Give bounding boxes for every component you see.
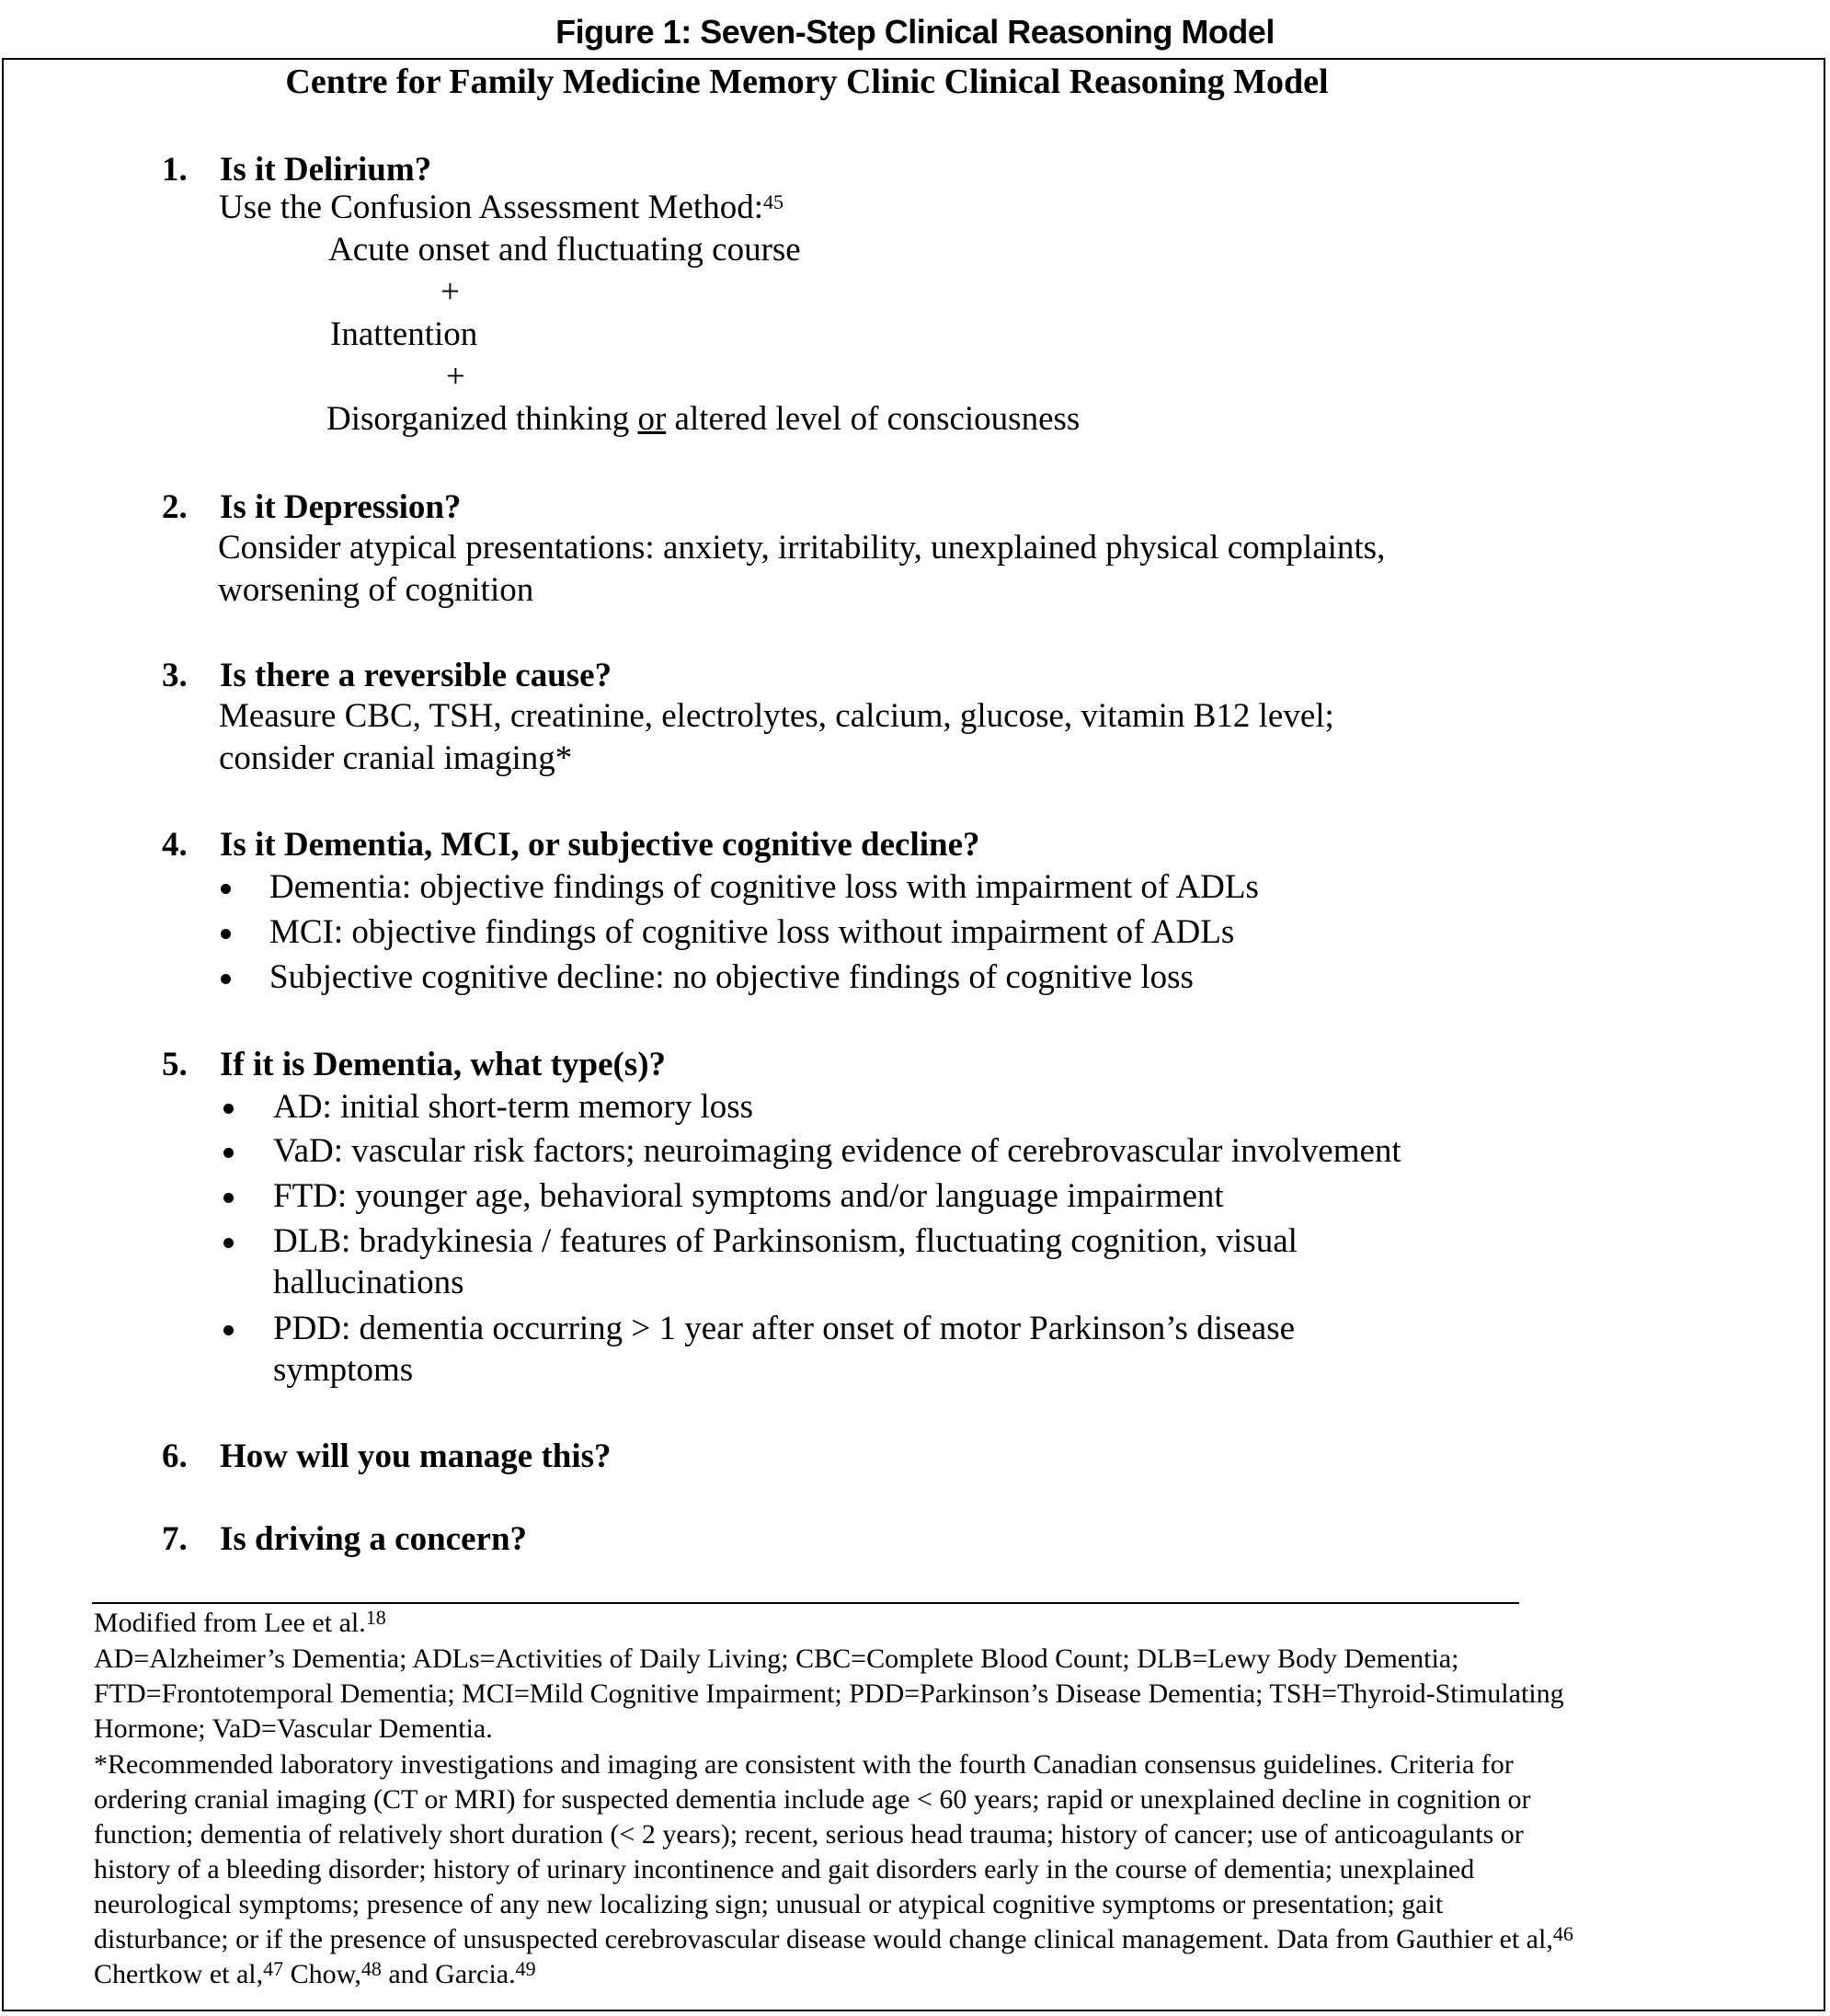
step-5-bullet-dlb-cont: hallucinations — [273, 1264, 464, 1301]
footnote-source: Modified from Lee et al.$^{18}$ — [94, 1606, 386, 1638]
step-7-heading: Is driving a concern? — [220, 1520, 528, 1558]
step-4-bullet-dementia: Dementia: objective findings of cognitive loss with impairment of ADLs — [269, 868, 1259, 906]
cam-criterion-onset: Acute onset and fluctuating course — [328, 231, 801, 269]
footnote-imaging-line-5: neurological symptoms; presence of any new localizing sign; unusual or atypical cognitive symptoms or presentation; gait — [94, 1889, 1444, 1919]
bullet-dot — [221, 884, 231, 894]
footnote-imaging-line-7: Chertkow et al,$^{47}$ Chow,$^{48}$ and Garcia.$^{49}$ — [94, 1957, 536, 1989]
step-2-text-line-2: worsening of cognition — [218, 571, 534, 609]
step-2-text-line-1: Consider atypical presentations: anxiety, irritability, unexplained physical complaints, — [218, 529, 1386, 567]
step-1-number: 1. — [162, 151, 188, 189]
step-5-bullet-pdd: PDD: dementia occurring > 1 year after onset of motor Parkinson’s disease — [273, 1310, 1296, 1347]
step-4-heading: Is it Dementia, MCI, or subjective cognitive decline? — [220, 826, 980, 864]
citation-49: 49 — [515, 1957, 536, 1980]
footnote-imaging-line-6: disturbance; or if the presence of unsuspected cerebrovascular disease would change clinical management. Data from Gauthier et al,$^{46}$ — [94, 1922, 1573, 1954]
step-4-bullet-mci: MCI: objective findings of cognitive loss without impairment of ADLs — [269, 913, 1235, 951]
citation-46: 46 — [1552, 1922, 1573, 1945]
step-4-bullet-subjective: Subjective cognitive decline: no objective findings of cognitive loss — [269, 958, 1194, 996]
bullet-dot — [223, 1325, 234, 1335]
step-5-bullet-dlb: DLB: bradykinesia / features of Parkinsonism, fluctuating cognition, visual — [273, 1222, 1298, 1260]
figure-title: Figure 1: Seven-Step Clinical Reasoning Model — [555, 13, 1275, 51]
step-5-number: 5. — [162, 1046, 188, 1083]
step-6-number: 6. — [162, 1438, 188, 1475]
footnote-imaging-line-2: ordering cranial imaging (CT or MRI) for suspected dementia include age < 60 years; rapid or unexplained decline in cognition or — [94, 1784, 1531, 1815]
step-6-heading: How will you manage this? — [220, 1438, 612, 1475]
step-5-bullet-ad: AD: initial short-term memory loss — [273, 1088, 754, 1126]
footnote-rule — [92, 1602, 1519, 1604]
citation-48: 48 — [360, 1957, 382, 1980]
footnote-imaging-line-4: history of a bleeding disorder; history of urinary incontinence and gait disorders early in the course of dementia; unexplained — [94, 1854, 1475, 1884]
step-2-number: 2. — [162, 488, 188, 526]
bullet-dot — [221, 929, 231, 939]
model-title: Centre for Family Medicine Memory Clinic Clinical Reasoning Model — [285, 63, 1329, 101]
step-5-bullet-pdd-cont: symptoms — [273, 1351, 414, 1389]
bullet-dot — [223, 1193, 234, 1203]
step-3-text-line-2: consider cranial imaging* — [219, 739, 573, 777]
step-5-bullet-ftd: FTD: younger age, behavioral symptoms and/or language impairment — [273, 1177, 1224, 1215]
bullet-dot — [223, 1104, 234, 1114]
footnote-abbrev-line-1: AD=Alzheimer’s Dementia; ADLs=Activities of Daily Living; CBC=Complete Blood Count; DLB=Lewy Body Dementia; — [94, 1644, 1459, 1674]
cam-criterion-inattention: Inattention — [330, 315, 478, 353]
step-1-intro: Use the Confusion Assessment Method:$^{45}$ — [219, 189, 783, 226]
step-7-number: 7. — [162, 1520, 188, 1558]
step-5-bullet-vad: VaD: vascular risk factors; neuroimaging evidence of cerebrovascular involvement — [273, 1132, 1401, 1170]
bullet-dot — [223, 1238, 234, 1248]
step-2-heading: Is it Depression? — [220, 488, 462, 526]
citation-45: 45 — [762, 190, 783, 213]
step-3-heading: Is there a reversible cause? — [220, 657, 612, 694]
cam-plus-2: + — [446, 358, 465, 395]
cam-plus-1: + — [440, 273, 460, 311]
footnote-abbrev-line-3: Hormone; VaD=Vascular Dementia. — [94, 1713, 493, 1744]
step-1-heading: Is it Delirium? — [220, 151, 432, 189]
citation-47: 47 — [263, 1957, 284, 1980]
bullet-dot — [221, 974, 231, 984]
step-3-number: 3. — [162, 657, 188, 694]
step-3-text-line-1: Measure CBC, TSH, creatinine, electrolytes, calcium, glucose, vitamin B12 level; — [219, 697, 1334, 735]
bullet-dot — [223, 1148, 234, 1158]
step-5-heading: If it is Dementia, what type(s)? — [220, 1046, 667, 1083]
footnote-abbrev-line-2: FTD=Frontotemporal Dementia; MCI=Mild Cognitive Impairment; PDD=Parkinson’s Disease Dementia; TSH=Thyroid-Stimulating — [94, 1678, 1564, 1709]
cam-criterion-thinking: Disorganized thinking or altered level of consciousness — [326, 400, 1081, 438]
footnote-imaging-line-3: function; dementia of relatively short duration (< 2 years); recent, serious head trauma; history of cancer; use of anticoagulants or — [94, 1819, 1524, 1850]
citation-18: 18 — [365, 1606, 386, 1629]
footnote-imaging-line-1: *Recommended laboratory investigations and imaging are consistent with the fourth Canadian consensus guidelines. Criteria for — [94, 1749, 1514, 1780]
step-4-number: 4. — [162, 826, 188, 864]
